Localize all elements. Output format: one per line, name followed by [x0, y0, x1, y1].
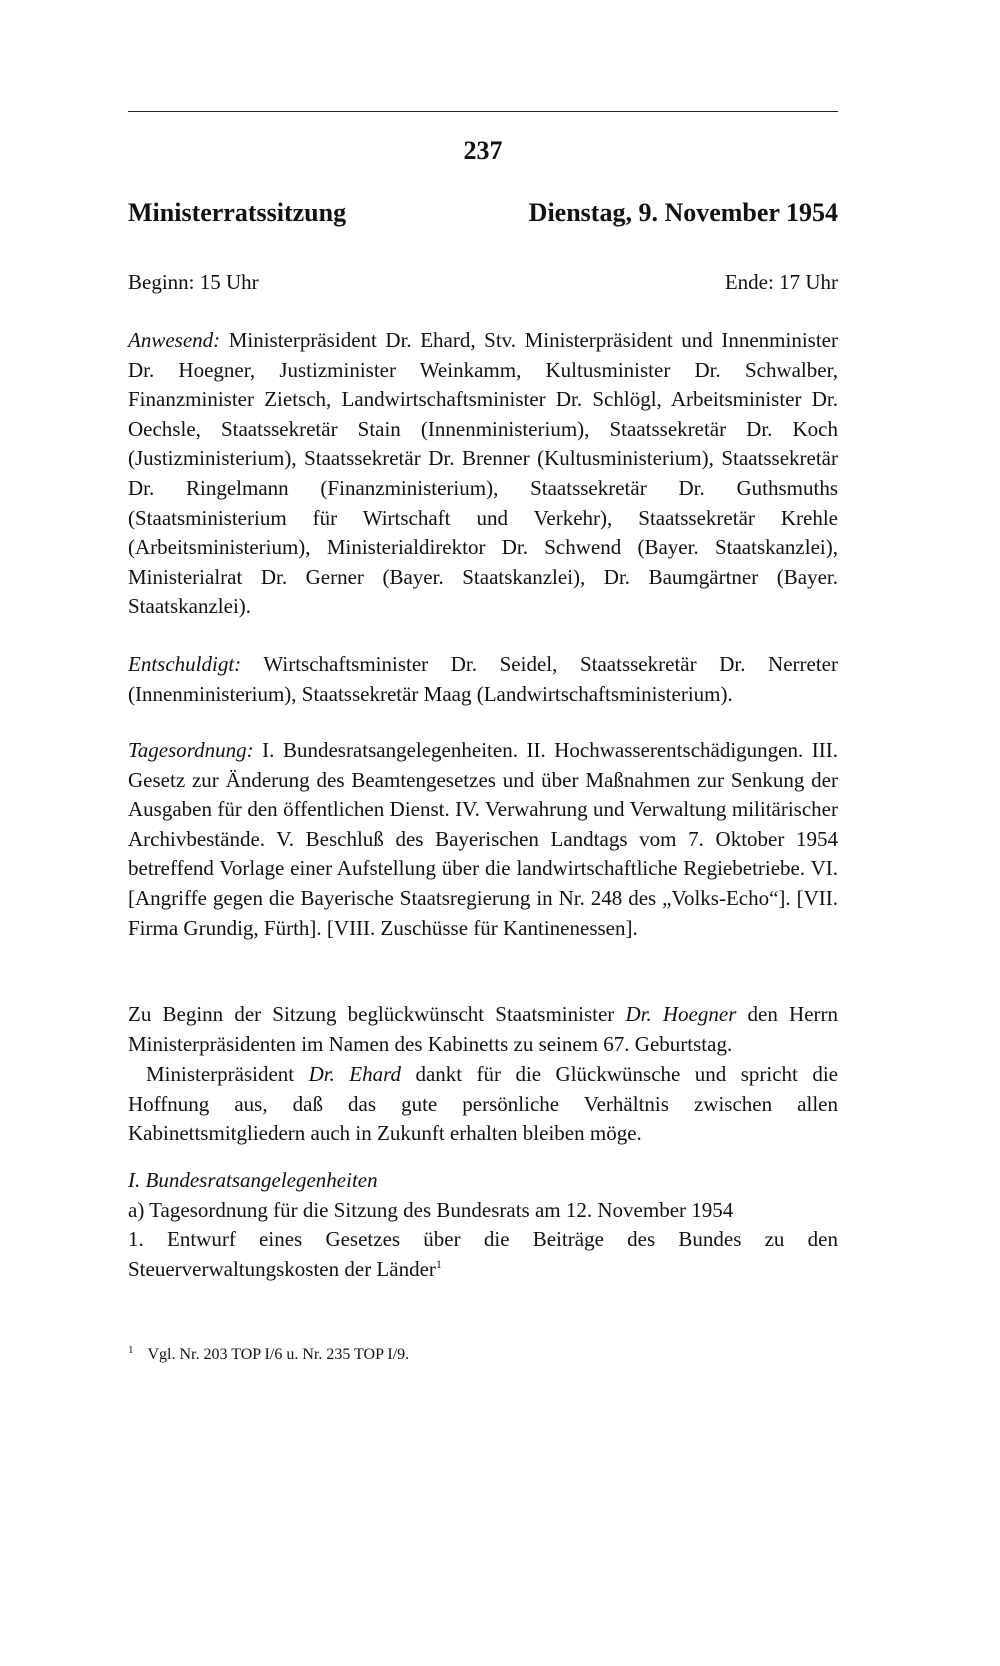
agenda-text: I. Bundesratsangelegenheiten. II. Hochwasserentschädigungen. III. Gesetz zur Änderung des Beamtengesetzes und über Maßnahmen zur Senkung der Ausgaben für den öffentlichen Dienst. IV. Verwahrung und Verwaltung militärischer Archivbestände. V. Beschluß des Bayerischen Landtags vom 7. Oktober 1954 betreffend Vorlage einer Aufstellung über die landwirtschaftliche Regiebetriebe. VI. [Angriffe gegen die Bayerische Staatsregierung in Nr. 248 des „Volks-Echo“]. [VII. Firma Grundig, Fürth]. [VIII. Zuschüsse für Kantinenessen]. [128, 738, 838, 940]
person-name: Dr. Hoegner [625, 1002, 737, 1026]
agenda-label: Tagesordnung: [128, 738, 254, 762]
meeting-date: Dienstag, 9. November 1954 [528, 198, 838, 227]
page-number: 237 [463, 136, 503, 165]
start-time: Beginn: 15 Uhr [128, 270, 259, 294]
attendees-text: Ministerpräsident Dr. Ehard, Stv. Ministerpräsident und Innenminister Dr. Hoegner, Justizminister Weinkamm, Kultusminister Dr. Schwalber, Finanzminister Zietsch, Landwirtschaftsminister Dr. Schlögl, Arbeitsminister Dr. Oechsle, Staatssekretär Stain (Innenministerium), Staatssekretär Dr. Koch (Justizministerium), Staatssekretär Dr. Brenner (Kultusministerium), Staatssekretär Dr. Ringelmann (Finanzministerium), Staatssekretär Dr. Guthsmuths (Staatsministerium für Wirtschaft und Verkehr), Staatssekretär Krehle (Arbeitsministerium), Ministerialdirektor Dr. Schwend (Bayer. Staatskanzlei), Ministerialrat Dr. Gerner (Bayer. Staatskanzlei), Dr. Baumgärtner (Bayer. Staatskanzlei). [128, 328, 838, 619]
footnote-mark: 1 [128, 1344, 134, 1356]
footnote [128, 1344, 838, 1364]
body-text: den Herrn Ministerpräsidenten im Namen des Kabinetts zu seinem 67. Geburtstag. [128, 1002, 839, 1056]
agenda-item-a: a) Tagesordnung für die Sitzung des Bundesrats am 12. November 1954 [128, 1197, 734, 1222]
title-row [128, 198, 838, 228]
agenda-item-text: 1. Entwurf eines Gesetzes über die Beiträge des Bundes zu den Steuerverwaltungskosten der Länder [128, 1227, 838, 1281]
excused-label: Entschuldigt: [128, 652, 242, 676]
section-heading: I. Bundesratsangelegenheiten [128, 1168, 378, 1192]
body-text: dankt für die Glückwünsche und spricht die Hoffnung aus, daß das gute persönliche Verhältnis zwischen allen Kabinettsmitgliedern auch in Zukunft erhalten bleiben möge. [128, 1062, 838, 1146]
section-block [128, 1166, 838, 1284]
person-name: Dr. Ehard [308, 1062, 401, 1086]
document-title: Ministerratssitzung [128, 198, 347, 227]
end-time: Ende: 17 Uhr [724, 270, 838, 294]
header-rule [128, 111, 838, 112]
attendees-label: Anwesend: [128, 328, 221, 352]
agenda-paragraph [128, 736, 838, 943]
body-text: Zu Beginn der Sitzung beglückwünscht Staatsminister [128, 1002, 626, 1026]
agenda-item-1 [128, 1225, 838, 1284]
body-paragraph-2 [128, 1060, 838, 1149]
attendees-paragraph [128, 326, 838, 622]
excused-text: Wirtschaftsminister Dr. Seidel, Staatssekretär Dr. Nerreter (Innenministerium), Staatssekretär Maag (Landwirtschaftsministerium). [128, 652, 838, 706]
body-text: Ministerpräsident [146, 1062, 309, 1086]
excused-paragraph [128, 650, 838, 709]
time-row [128, 270, 838, 295]
body-paragraph-1 [128, 1000, 838, 1059]
footnote-ref[interactable]: 1 [435, 1256, 442, 1271]
footnote-text: Vgl. Nr. 203 TOP I/6 u. Nr. 235 TOP I/9. [147, 1346, 410, 1363]
